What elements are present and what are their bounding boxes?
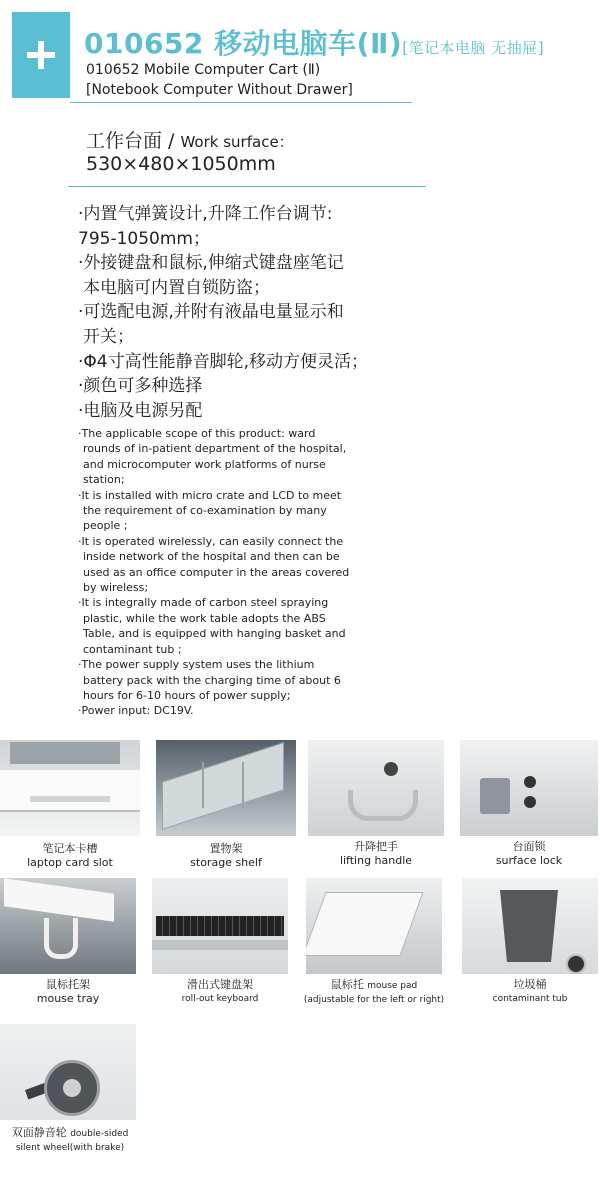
feature-cn-line: 开关； <box>83 326 134 347</box>
caption-cn: 置物架 <box>209 842 243 855</box>
feature-en-line: the requirement of co-examination by many <box>83 504 327 518</box>
feature-en-line: ·It is operated wirelessly, can easily connect the <box>78 534 344 548</box>
product-subtitle-en: 010652 Mobile Computer Cart (Ⅱ) <box>86 62 321 78</box>
feature-cn-line: ·颜色可多种选择 <box>78 376 203 397</box>
product-subtitle-variant: [Notebook Computer Without Drawer] <box>86 82 353 98</box>
caption-en: mouse tray <box>36 992 100 1005</box>
caption-storage-shelf <box>156 842 296 870</box>
features-cn <box>78 202 438 423</box>
caption-roll-out-keyboard <box>152 978 288 1006</box>
feature-en-line: by wireless; <box>83 581 149 595</box>
caption-en: storage shelf <box>190 856 262 869</box>
work-surface-divider <box>68 186 426 187</box>
caption-en: double-sided <box>70 1129 129 1139</box>
feature-en-line: inside network of the hospital and then can be <box>83 550 340 564</box>
caption-silent-wheel <box>0 1126 140 1155</box>
caption-contaminant-tub <box>462 978 598 1006</box>
caption-cn: 双面静音轮 <box>11 1126 67 1139</box>
feature-en-line: Table, and is equipped with hanging basket and <box>83 627 346 641</box>
feature-cn-line: ·可选配电源,并附有液晶电量显示和 <box>78 302 344 323</box>
work-surface-label <box>86 126 294 153</box>
mouse-tray-photo <box>0 878 136 974</box>
caption-cn: 鼠标托 <box>330 978 364 991</box>
product-title-main: 010652 移动电脑车(Ⅱ) <box>84 27 403 60</box>
silent-wheel-photo <box>0 1024 136 1120</box>
features-en <box>78 426 368 719</box>
caption-mouse-tray <box>0 978 136 1006</box>
feature-en-line: station; <box>83 473 125 487</box>
caption-cn: 垃圾桶 <box>513 978 547 991</box>
feature-en-line: contaminant tub ; <box>83 642 182 656</box>
caption-en-note: silent wheel(with brake) <box>15 1143 125 1153</box>
product-title-tag: [笔记本电脑 无抽屉] <box>402 39 545 57</box>
caption-cn: 滑出式键盘架 <box>187 978 253 991</box>
caption-en: roll-out keyboard <box>181 994 259 1004</box>
mouse-pad-photo <box>306 878 442 974</box>
feature-cn-line: ·Φ4寸高性能静音脚轮,移动方便灵活； <box>78 351 369 372</box>
feature-en-line: used as an office computer in the areas covered <box>83 565 350 579</box>
feature-en-line: ·The applicable scope of this product: ward <box>78 427 316 440</box>
feature-en-line: and microcomputer work platforms of nurse <box>83 457 326 471</box>
laptop-card-slot-photo <box>0 740 140 836</box>
feature-cn-line: ·内置气弹簧设计,升降工作台调节: <box>78 204 333 224</box>
storage-shelf-photo <box>156 740 296 836</box>
feature-en-line: plastic, while the work table adopts the ABS <box>83 611 326 625</box>
plus-icon <box>12 12 70 98</box>
header-divider <box>70 102 412 103</box>
caption-cn: 笔记本卡槽 <box>42 842 98 855</box>
caption-mouse-pad <box>298 978 450 1007</box>
caption-en: mouse pad <box>367 981 418 991</box>
feature-en-line: ·The power supply system uses the lithium <box>78 658 315 672</box>
feature-en-line: ·It is installed with micro crate and LCD to meet <box>78 488 342 502</box>
caption-en: contaminant tub <box>492 994 568 1004</box>
surface-lock-photo <box>460 740 598 836</box>
feature-cn-line: ·外接键盘和鼠标,伸缩式键盘座笔记 <box>78 253 344 274</box>
caption-cn: 升降把手 <box>354 840 398 853</box>
work-surface-label-cn: 工作台面 / <box>86 130 181 152</box>
caption-en: surface lock <box>495 854 563 867</box>
caption-surface-lock <box>460 840 598 868</box>
feature-en-line: battery pack with the charging time of about 6 <box>83 673 341 687</box>
caption-lifting-handle <box>308 840 444 868</box>
caption-cn: 鼠标托架 <box>46 978 90 991</box>
lifting-handle-photo <box>308 740 444 836</box>
feature-en-line: ·It is integrally made of carbon steel spraying <box>78 596 329 610</box>
feature-en-line: rounds of in-patient department of the hospital, <box>83 442 347 456</box>
product-title <box>84 22 544 62</box>
feature-en-line: ·Power input: DC19V. <box>78 704 194 718</box>
contaminant-tub-photo <box>462 878 598 974</box>
feature-cn-line: 本电脑可内置自锁防盗； <box>83 277 270 298</box>
roll-out-keyboard-photo <box>152 878 288 974</box>
feature-en-line: hours for 6-10 hours of power supply; <box>83 688 291 702</box>
caption-en: laptop card slot <box>27 856 113 869</box>
caption-en: lifting handle <box>339 854 413 867</box>
caption-laptop-card-slot <box>0 842 140 870</box>
caption-cn: 台面锁 <box>512 840 546 853</box>
feature-en-line: people ; <box>83 519 128 533</box>
caption-en-note: (adjustable for the left or right) <box>303 995 445 1005</box>
feature-cn-line: ·电脑及电源另配 <box>78 400 203 421</box>
work-surface-dimensions: 530×480×1050mm <box>86 153 276 175</box>
feature-cn-line: 795-1050mm； <box>78 228 210 249</box>
work-surface-label-en: Work surface： <box>180 133 294 151</box>
